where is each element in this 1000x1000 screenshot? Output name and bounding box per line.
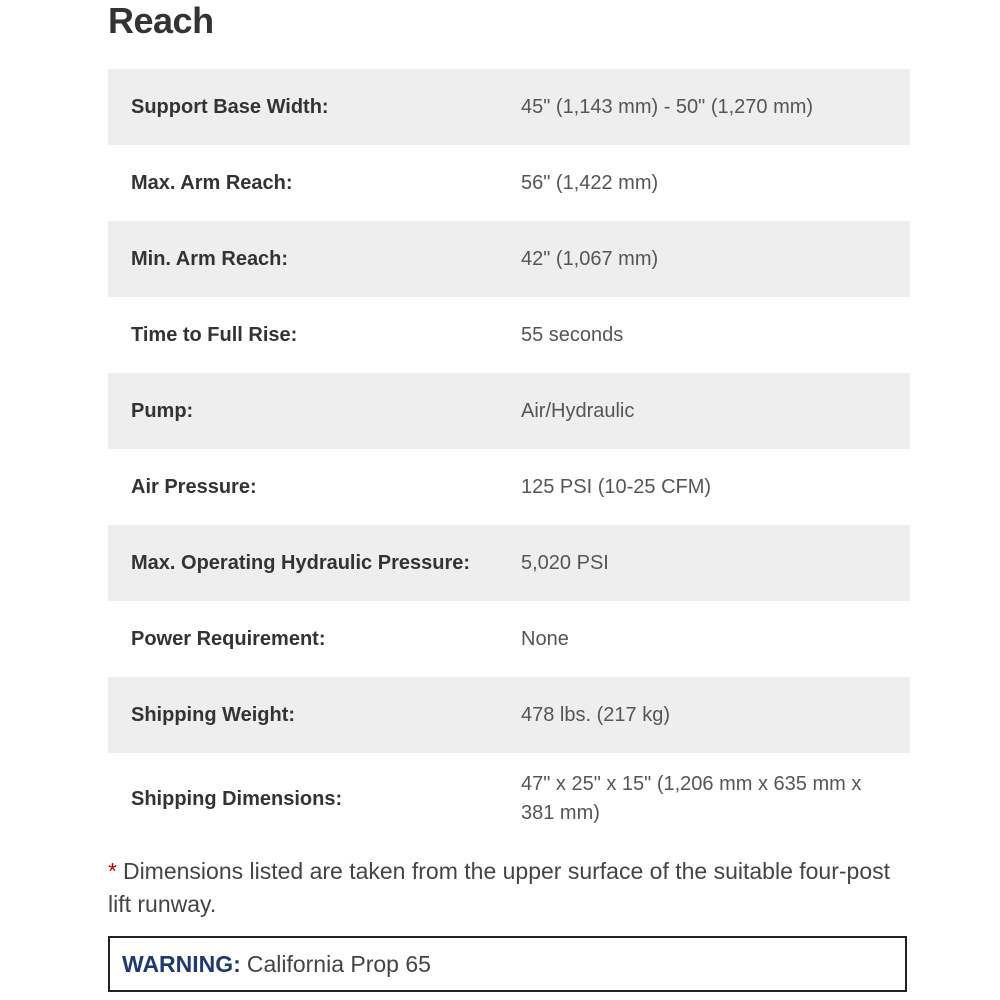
spec-value: 5,020 PSI: [521, 551, 609, 574]
spec-row: [108, 525, 910, 601]
spec-label: Air Pressure:: [131, 475, 257, 498]
spec-label: Power Requirement:: [131, 627, 326, 650]
spec-value: 55 seconds: [521, 323, 624, 346]
warning-text: California Prop 65: [246, 950, 431, 977]
spec-row: [108, 601, 910, 677]
spec-label: Pump:: [131, 399, 194, 422]
spec-label: Max. Arm Reach:: [131, 171, 293, 194]
spec-value: 45" (1,143 mm) - 50" (1,270 mm): [521, 95, 814, 118]
spec-label: Shipping Weight:: [131, 703, 296, 726]
spec-label: Shipping Dimensions:: [131, 787, 343, 810]
spec-row: [108, 145, 910, 221]
spec-row: [108, 449, 910, 525]
spec-value: 478 lbs. (217 kg): [521, 703, 670, 726]
footnote-text: Dimensions listed are taken from the upper surface of the suitable four-post lift runway.: [108, 858, 891, 917]
spec-row: [108, 373, 910, 449]
spec-label: Max. Operating Hydraulic Pressure:: [131, 551, 471, 574]
spec-row: [108, 677, 910, 753]
spec-value: 47" x 25" x 15" (1,206 mm x 635 mm x 381 mm): [521, 773, 862, 824]
spec-row: [108, 297, 910, 373]
spec-label: Time to Full Rise:: [131, 323, 298, 346]
spec-value: None: [521, 627, 569, 650]
spec-value: 125 PSI (10-25 CFM): [521, 475, 712, 498]
spec-value: 56" (1,422 mm): [521, 171, 659, 194]
prop65-warning-box: [108, 936, 907, 992]
dimensions-footnote: [108, 855, 908, 921]
spec-row: [108, 753, 910, 845]
footnote-asterisk: *: [108, 858, 117, 884]
specifications-table: [108, 69, 910, 845]
section-title: Reach: [108, 0, 214, 41]
spec-label: Min. Arm Reach:: [131, 247, 289, 270]
spec-row: [108, 221, 910, 297]
spec-value: Air/Hydraulic: [521, 399, 635, 422]
spec-row: [108, 69, 910, 145]
warning-label: WARNING:: [122, 950, 241, 977]
spec-value: 42" (1,067 mm): [521, 247, 659, 270]
spec-label: Support Base Width:: [131, 95, 329, 118]
